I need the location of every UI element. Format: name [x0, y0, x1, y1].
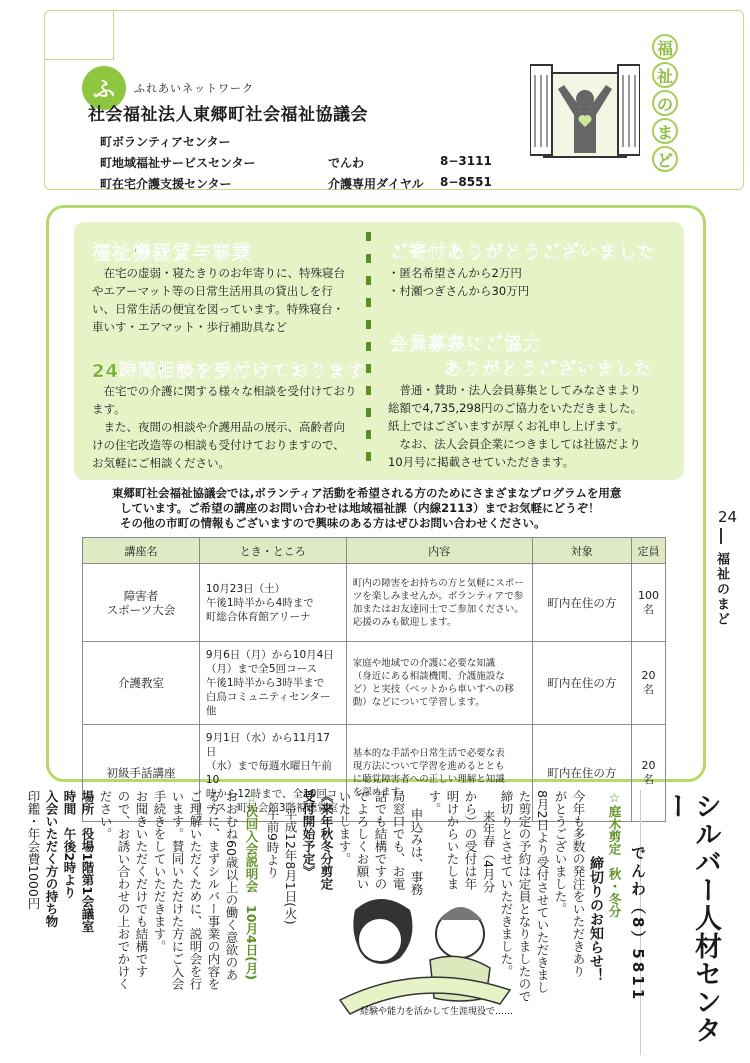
org-name: 社会福祉法人東郷町社会福祉協議会 [88, 105, 368, 125]
text-line: 車いす・エアマット・歩行補助具など [92, 320, 288, 334]
body-line: がとうございました。 [553, 790, 568, 915]
window-person-illustration [530, 55, 640, 165]
body-line: 今年も多数の発注をいただきあり [571, 790, 586, 978]
text-line: 普通・賛助・法人会員募集としてみなさまより [388, 383, 641, 397]
member-text [388, 381, 642, 471]
page-number: 24 [718, 508, 738, 526]
body-line: 8月2日より受付させていただきまし [535, 790, 550, 994]
course-capacity: 20 名 [631, 725, 665, 822]
items-heading: 入会いただく方の持ち物 [44, 790, 59, 928]
body-line: 締切りとさせていただきました。 [499, 790, 514, 978]
body-line: る方に、まずシルバー事業の内容を [206, 790, 221, 990]
body-line: 来年春（4月分 [481, 810, 496, 893]
course-capacity: 100 名 [631, 564, 665, 642]
body-line: 申込みは、事務 [409, 808, 424, 896]
consult-text [92, 382, 357, 472]
body-line: います。賛同いただけた方にご入会 [170, 790, 185, 990]
body-line: た剪定の予約は定員となりましたので [517, 790, 532, 1003]
org-tagline: ふれあいネットワーク [134, 82, 254, 95]
col-header: 対象 [532, 538, 631, 564]
text-line: い、日常生活の便宜を図っています。特殊寝台・ [92, 302, 345, 316]
body-line: お聞きいただくだけでも結構です [134, 790, 149, 978]
course-target: 町内在住の方 [532, 564, 631, 642]
body-line: ださい。 [98, 790, 113, 840]
notice-line: 東郷町社会福祉協議会では,ボランティア活動を希望される方のためにさまざまなプログラムを用意 [112, 486, 622, 500]
donation-item: ・村瀬つぎさんから30万円 [388, 284, 530, 298]
consult-title: 24時間相談を受付けております [92, 361, 367, 382]
lending-title: 福祉機器貸与事業 [92, 242, 253, 264]
briefing-heading: ☆次回入会説明会 10月4日(月) [244, 790, 259, 981]
body-line: 手続きをしていただきます。 [152, 790, 167, 953]
notice-heading: ☆庭木剪定 秋・冬分 [607, 790, 622, 918]
illustration-caption: 経験や能力を活かして生涯現役で…… [360, 1007, 514, 1017]
donation-list [388, 264, 529, 300]
course-capacity: 20 名 [631, 642, 665, 725]
contact-kind: 介護専用ダイヤル [328, 177, 424, 191]
notice-line: しています。ご希望の講座のお問い合わせは地域福祉課（内線2113）までお気軽にどうぞ！ [120, 501, 600, 515]
course-desc: 家庭や地域での介護に必要な知識 （身近にある相談機関、介護施設な ど）と実技（ベットから車いすへの移 動）などについて学習します。 [346, 642, 532, 725]
body-line: でよろしくお願い [355, 790, 370, 890]
course-name: 初級手話講座 [83, 725, 200, 822]
course-target: 町内在住の方 [532, 642, 631, 725]
lending-text [92, 264, 345, 336]
course-target: 町内在住の方 [532, 725, 631, 822]
series-title [652, 34, 678, 172]
notice-line: その他の市町の情報もございますので興味のある方はぜひお問い合わせください。 [120, 516, 546, 530]
page-number-divider [720, 528, 722, 544]
series-title-char: の [652, 90, 678, 116]
course-name: 障害者 スポーツ大会 [83, 564, 200, 642]
contact-label: 町ボランティアセンター [100, 135, 231, 149]
body-line: 話でも結構ですの [373, 790, 388, 890]
contact-label: 町地域福祉サービスセンター [100, 156, 256, 170]
text-line: 10月号に掲載させていただきます。 [388, 455, 575, 469]
body-line: から）の受付は年 [463, 790, 478, 890]
volunteer-notice [112, 486, 652, 531]
series-title-char: 福 [652, 34, 678, 60]
body-line: す。 [427, 790, 442, 815]
silver-center-title: シルバー人材センター [660, 792, 721, 1044]
contact-number: 8−3111 [440, 154, 492, 168]
body-line: 局窓口でも、お電 [391, 790, 406, 890]
table-row [83, 642, 666, 725]
series-title-char: 祉 [652, 62, 678, 88]
col-header: 講座名 [83, 538, 200, 564]
schedule-date: 平成12年8月1日(火) [283, 808, 298, 925]
col-header: 内容 [346, 538, 532, 564]
course-when: 9月1日（水）から11月17日 （水）まで毎週水曜日午前10 時から12時まで、全10回コ ース 町民会館3階視聴覚室 [199, 725, 346, 822]
schedule-time: 午前9時より [265, 808, 280, 879]
time-line: 時間 午後2時より [62, 790, 77, 899]
course-desc: 町内の障害をお持ちの方と気軽にスポー ツを楽しみませんか。ボランティアで参 加またはお友達同士でご参加ください。 応援のみも歓迎します。 [346, 564, 532, 642]
body-line: おおむね60歳以上の働く意欲のあ [224, 790, 239, 981]
course-desc: 基本的な手話や日常生活で必要な表 現方法について学習を進めるととも に聴覚障害者への正しい理解と知識 を深めます。 [346, 725, 532, 822]
col-header: とき・ところ [199, 538, 346, 564]
header-corner [44, 10, 114, 60]
text-line: お気軽にご相談ください。 [92, 456, 230, 470]
body-line: いたします。 [337, 790, 352, 865]
text-line: 在宅の虚弱・寝たきりのお年寄りに、特殊寝台 [92, 266, 345, 280]
schedule-heading: 受付開始予定》 [301, 790, 316, 878]
series-title-char: ど [652, 146, 678, 172]
text-line: 在宅での介護に関する様々な相談を受付けており [92, 384, 357, 398]
course-name: 介護教室 [83, 642, 200, 725]
series-title-char: ま [652, 118, 678, 144]
table-row [83, 564, 666, 642]
body-line: ので、お誘い合わせの上おでかけく [116, 790, 131, 990]
text-line: なお、法人会員企業につきましては社協だより [388, 437, 641, 451]
text-line: 総額で4,735,298円のご協力をいただきました。 [388, 401, 643, 415]
course-when: 9月6日（月）から10月4日 （月）まで全5回コース 午後1時半から3時半まで 白鳥コミュニティセンター他 [199, 642, 346, 725]
body-line: 明けからいたしま [445, 790, 460, 890]
column-divider [366, 232, 371, 461]
text-line: けの住宅改造等の相談も受付けておりますので、 [92, 438, 345, 452]
contact-kind: でんわ [328, 156, 365, 170]
program-table [82, 537, 666, 822]
logo-mark: ふ [92, 77, 115, 103]
member-title-1: 会員募集にご協力 [390, 334, 542, 355]
place-line: 場所 役場1階第1会議室 [80, 790, 95, 933]
body-line: ご理解いただくために、説明会を行 [188, 790, 203, 990]
schedule-heading: 《来年秋冬分剪定 [319, 790, 334, 890]
seniors-illustration [320, 890, 520, 1030]
silver-center-tel: でんわ（8）5811 [629, 845, 647, 1003]
col-header: 定員 [631, 538, 665, 564]
notice-subheading: 締切りのお知らせ！ [588, 856, 604, 982]
text-line: ます。 [92, 402, 126, 416]
table-header-row [83, 538, 666, 564]
text-line: 紙上ではございますが厚くお礼申し上げます。 [388, 419, 629, 433]
items-line: 印鑑・年会費1000円 [26, 790, 41, 910]
text-line: また、夜間の相談や介護用品の展示、高齢者向 [92, 420, 345, 434]
contact-number: 8−8551 [440, 175, 492, 189]
donation-item: ・匿名希望さんから2万円 [388, 266, 522, 280]
contact-label: 町在宅介護支援センター [100, 177, 232, 191]
member-title-2: ありがとうございました [444, 359, 653, 380]
text-line: やエアーマット等の日常生活用具の貸出しを行 [92, 284, 333, 298]
section-label: 福祉のまど [714, 552, 729, 627]
course-when: 10月23日（土） 午後1時半から4時まで 町総合体育館アリーナ [199, 564, 346, 642]
donation-title: ご寄付ありがとうございました [390, 242, 656, 263]
